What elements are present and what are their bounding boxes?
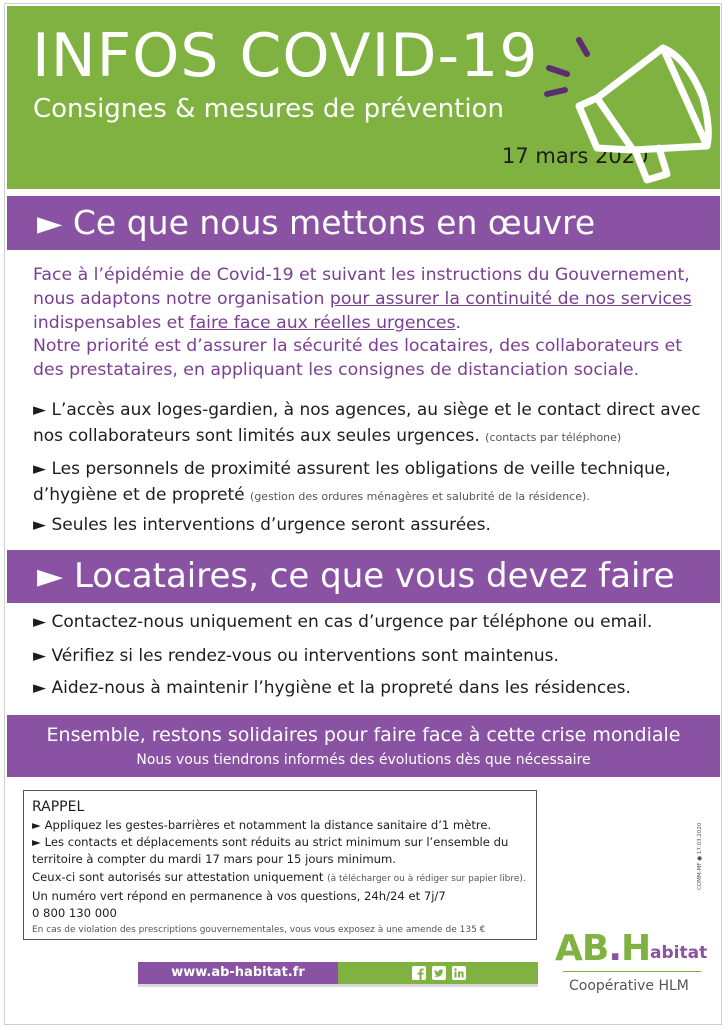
bullet-text: ► Les personnels de proximité assurent les obligations de veille technique, d’hygiène et de propreté xyxy=(33,459,671,505)
website-link[interactable]: www.ab-habitat.fr xyxy=(171,965,305,980)
fine-warning: En cas de violation des prescriptions gouvernementales, vous vous exposez à une amende de 135 € xyxy=(32,925,486,936)
twitter-icon[interactable] xyxy=(432,966,446,980)
priority-text: Notre priorité est d’assurer la sécurité des locataires, des collaborateurs et des prestataires, en appliquant les consignes de distanciation sociale. xyxy=(33,336,683,381)
logo-tagline: Coopérative HLM xyxy=(569,978,689,994)
header-banner xyxy=(7,6,720,189)
ab-habitat-logo xyxy=(555,928,708,998)
intro-underlined-1: pour assurer la continuité de nos services xyxy=(329,288,692,309)
reminder-line: ► Appliquez les gestes-barrières et notamment la distance sanitaire d’1 mètre. xyxy=(32,818,492,832)
logo-habitat: abitat xyxy=(650,943,708,963)
list-item: ► Vérifiez si les rendez-vous ou interventions sont maintenus. xyxy=(33,646,559,666)
document-reference: COMM-MF ● 17.03.2020 xyxy=(697,822,703,890)
section-header-actions xyxy=(7,196,720,250)
solidarity-line: Ensemble, restons solidaires pour faire face à cette crise mondiale xyxy=(46,724,681,746)
logo-ab: AB xyxy=(555,928,609,969)
section-header-tenants xyxy=(7,550,720,603)
section-heading: ► Locataires, ce que vous devez faire xyxy=(37,556,675,596)
info-line: Nous vous tiendrons informés des évolutions dès que nécessaire xyxy=(136,752,591,768)
logo-mark xyxy=(555,928,650,970)
megaphone-icon xyxy=(535,28,725,193)
footer-social-bar xyxy=(338,962,538,984)
list-item xyxy=(33,456,723,510)
reminder-line: Un numéro vert répond en permanence à vos questions, 24h/24 et 7j/7 xyxy=(32,888,446,903)
logo-h: H xyxy=(621,928,651,969)
intro-underlined-2: faire face aux réelles urgences xyxy=(189,312,456,333)
intro-paragraph xyxy=(33,264,713,383)
page-subtitle: Consignes & mesures de prévention xyxy=(33,94,504,124)
publication-date: 17 mars 2020 xyxy=(502,144,649,168)
reminder-title: RAPPEL xyxy=(32,799,85,815)
facebook-icon[interactable] xyxy=(412,966,426,980)
reminder-text: Ceux-ci sont autorisés sur attestation uniquement xyxy=(32,869,324,884)
footer-url-bar xyxy=(138,962,338,984)
bullet-note: (gestion des ordures ménagères et salubrité de la résidence). xyxy=(250,490,590,503)
bullet-note: (contacts par téléphone) xyxy=(485,431,622,444)
reminder-note: (à télécharger ou à rédiger sur papier libre). xyxy=(327,873,526,884)
intro-text: . xyxy=(455,312,462,333)
list-item: ► Contactez-nous uniquement en cas d’urgence par téléphone ou email. xyxy=(33,612,653,632)
reminder-line xyxy=(32,869,528,888)
intro-text: indispensables et xyxy=(33,312,190,333)
list-item xyxy=(33,397,723,451)
intro-text: Face à l’épidémie de Covid-19 et suivant les instructions du Gouvernement, nous adaptons notre organisation xyxy=(33,265,690,309)
bullet-text: ► L’accès aux loges-gardien, à nos agences, au siège et le contact direct avec nos collaborateurs sont limités aux seules urgences. xyxy=(33,400,701,446)
list-item xyxy=(33,512,723,538)
reminder-box xyxy=(23,790,537,940)
list-item: ► Aidez-nous à maintenir l’hygiène et la propreté dans les résidences. xyxy=(33,678,631,698)
linkedin-icon[interactable] xyxy=(452,966,466,980)
solidarity-banner xyxy=(7,715,720,777)
logo-divider xyxy=(563,971,701,972)
page-title: INFOS COVID-19 xyxy=(32,21,539,91)
bullet-text: ► Seules les interventions d’urgence seront assurées. xyxy=(33,515,491,535)
reminder-line: ► Les contacts et déplacements sont réduits au strict minimum sur l’ensemble du territoire à compter du mardi 17 mars pour 15 jours minimum. xyxy=(32,835,509,867)
footer-shadow xyxy=(138,984,538,987)
logo-dot: . xyxy=(608,928,621,969)
section-heading: ► Ce que nous mettons en œuvre xyxy=(37,203,596,242)
hotline-number: 0 800 130 000 xyxy=(32,906,117,921)
